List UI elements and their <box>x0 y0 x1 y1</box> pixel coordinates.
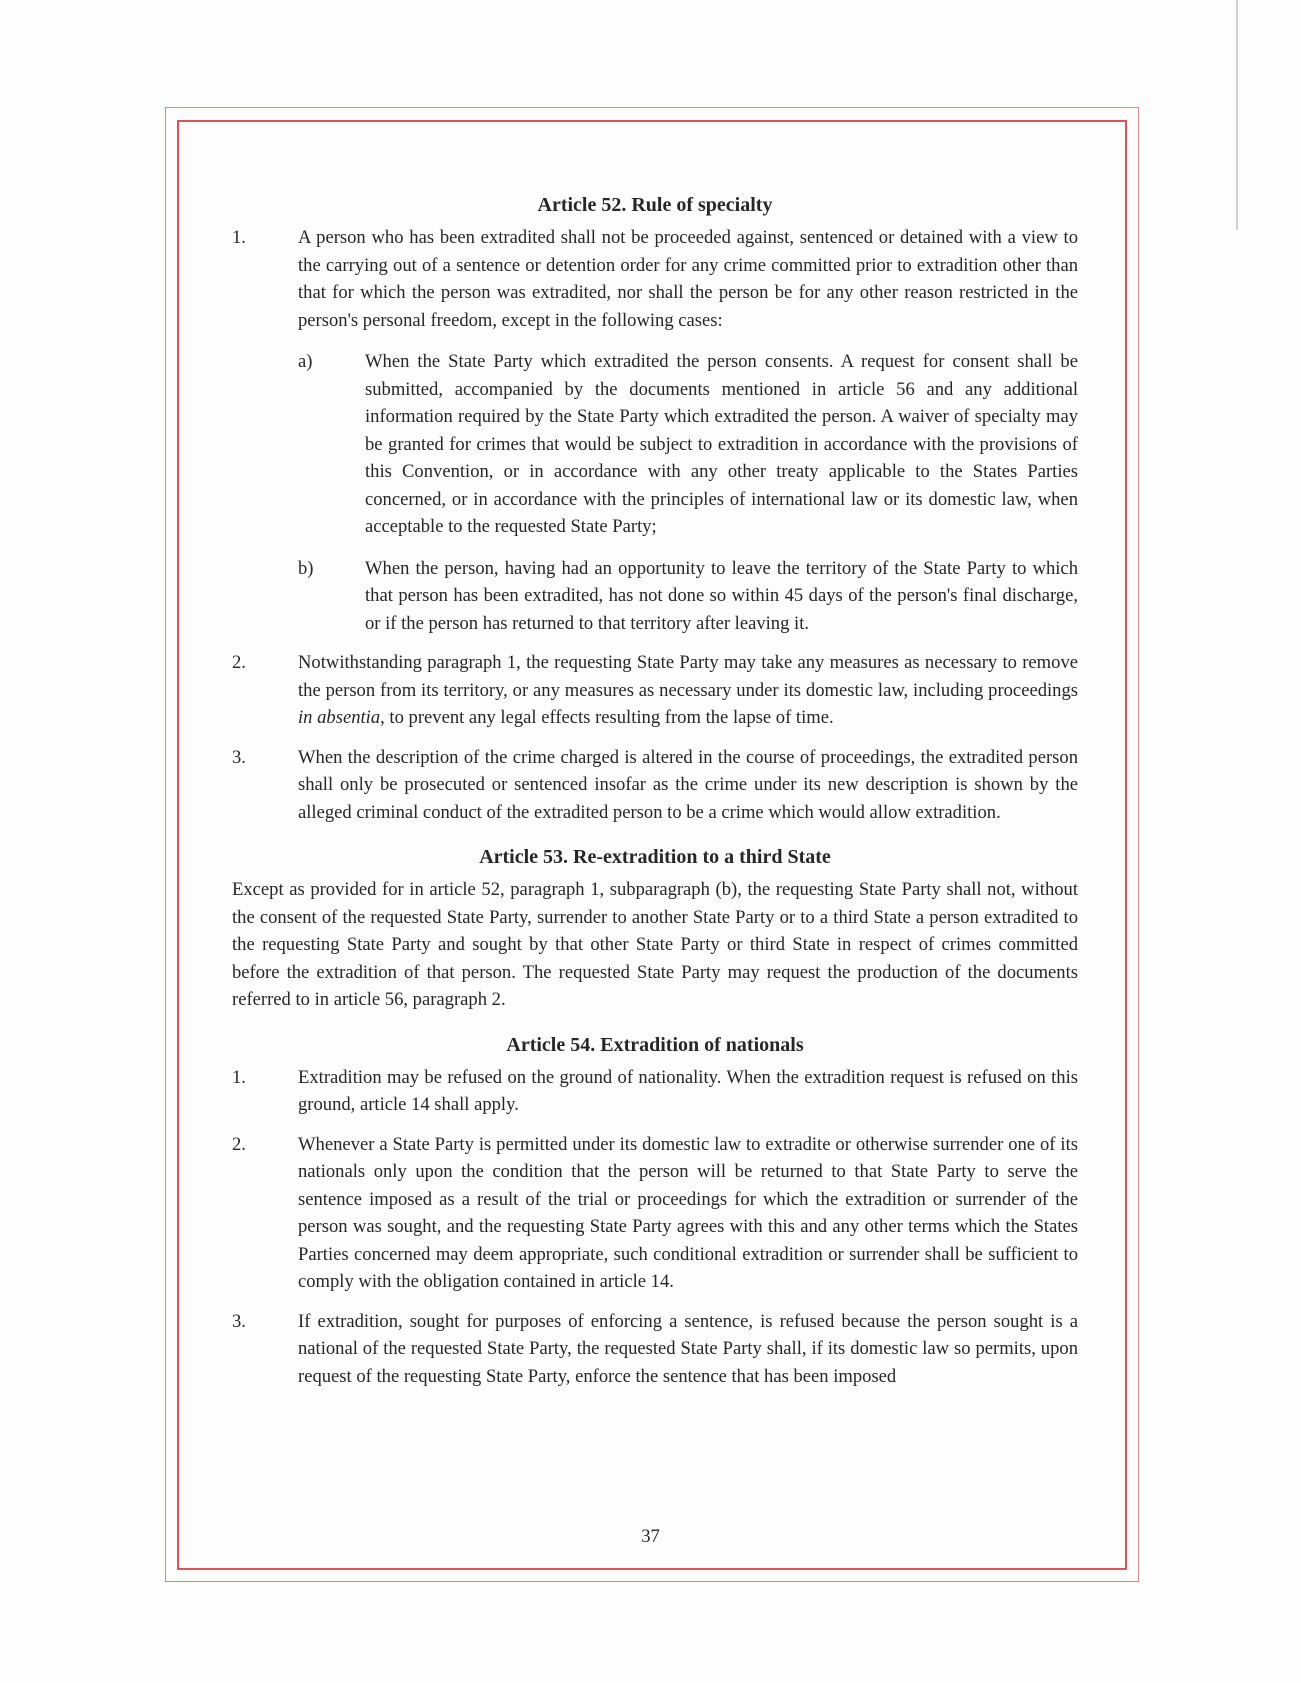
page-number: 37 <box>641 1526 660 1547</box>
paragraph-number: 2. <box>232 652 246 673</box>
subparagraph-text: When the person, having had an opportunity to leave the territory of the State Party to which that person has been extradited, has not done so within 45 days of the person's final discharge, or if the person has returned to that territory after leaving it. <box>365 557 1078 634</box>
paragraph-text: When the description of the crime charged is altered in the course of proceedings, the extradited person shall only be prosecuted or sentenced insofar as the crime under its new description is shown by the alleged criminal conduct of the extradited person to be a crime which would allow extradition. <box>298 746 1078 823</box>
latin-term: in absentia <box>298 707 381 728</box>
article-52-subparagraph-a <box>232 348 1078 541</box>
paragraph-text: If extradition, sought for purposes of enforcing a sentence, is refused because the person sought is a national of the requested State Party, the requested State Party shall, if its domestic law so permits, upon request of the requesting State Party, enforce the sentence that has been imposed <box>298 1310 1078 1387</box>
subparagraph-text: When the State Party which extradited the person consents. A request for consent shall be submitted, accompanied by the documents mentioned in article 56 and any additional information required by the State Party which extradited the person. A waiver of specialty may be granted for crimes that would be subject to extradition in accordance with the provisions of this Convention, or in accordance with any other treaty applicable to the States Parties concerned, or in accordance with the principles of international law or its domestic law, when acceptable to the requested State Party; <box>365 351 1078 537</box>
paragraph-text: Whenever a State Party is permitted under its domestic law to extradite or otherwise surrender one of its nationals only upon the condition that the person will be returned to that State Party to serve the sentence imposed as a result of the trial or proceedings for which the extradition or surrender of the person was sought, and the requesting State Party agrees with this and any other terms which the States Parties concerned may deem appropriate, such conditional extradition or surrender shall be sufficient to comply with the obligation contained in article 14. <box>298 1133 1078 1292</box>
article-54-heading: Article 54. Extradition of nationals <box>506 1033 804 1056</box>
paragraph-number: 3. <box>232 746 246 768</box>
document-body <box>232 192 1078 1402</box>
paragraph-text: Extradition may be refused on the ground of nationality. When the extradition request is refused on this ground, article 14 shall apply. <box>298 1066 1078 1115</box>
scan-edge-line <box>1236 0 1238 230</box>
article-53 <box>232 844 1078 1014</box>
paragraph-number: 1. <box>232 1066 246 1088</box>
article-52 <box>232 192 1078 826</box>
paragraph-text-part: , to prevent any legal effects resulting from the lapse of time. <box>380 707 834 728</box>
article-53-text: Except as provided for in article 52, paragraph 1, subparagraph (b), the requesting State Party shall not, without the consent of the requested State Party, surrender to another State Party or to a third State a person extradited to the requesting State Party and sought by that other State Party or third State in respect of crimes committed before the extradition of that person. The requested State Party may request the production of the documents referred to in article 56, paragraph 2. <box>232 879 1078 1010</box>
article-52-subparagraph-b <box>232 555 1078 638</box>
article-52-heading: Article 52. Rule of specialty <box>537 194 773 216</box>
article-54-paragraph-2 <box>232 1131 1078 1296</box>
paragraph-text-part: Notwithstanding paragraph 1, the requesting State Party may take any measures as necessary to remove the person from its territory, or any measures as necessary under its domestic law, including proceedings <box>298 652 1078 701</box>
article-52-paragraph-1 <box>232 224 1078 334</box>
paragraph-text <box>298 649 1078 732</box>
article-52-paragraph-3 <box>232 744 1078 827</box>
paragraph-number: 3. <box>232 1310 246 1332</box>
subparagraph-letter: b) <box>298 557 314 579</box>
article-52-paragraph-2 <box>232 649 1078 732</box>
paragraph-number: 2. <box>232 1133 246 1155</box>
paragraph-number: 1. <box>232 227 246 248</box>
article-54 <box>232 1032 1078 1391</box>
subparagraph-letter: a) <box>298 351 313 372</box>
article-53-heading: Article 53. Re-extradition to a third State <box>479 846 831 868</box>
article-54-paragraph-1 <box>232 1064 1078 1119</box>
article-54-paragraph-3 <box>232 1308 1078 1391</box>
paragraph-text: A person who has been extradited shall not be proceeded against, sentenced or detained with a view to the carrying out of a sentence or detention order for any crime committed prior to extradition other than that for which the person was extradited, nor shall the person be for any other reason restricted in the person's personal freedom, except in the following cases: <box>298 227 1078 331</box>
